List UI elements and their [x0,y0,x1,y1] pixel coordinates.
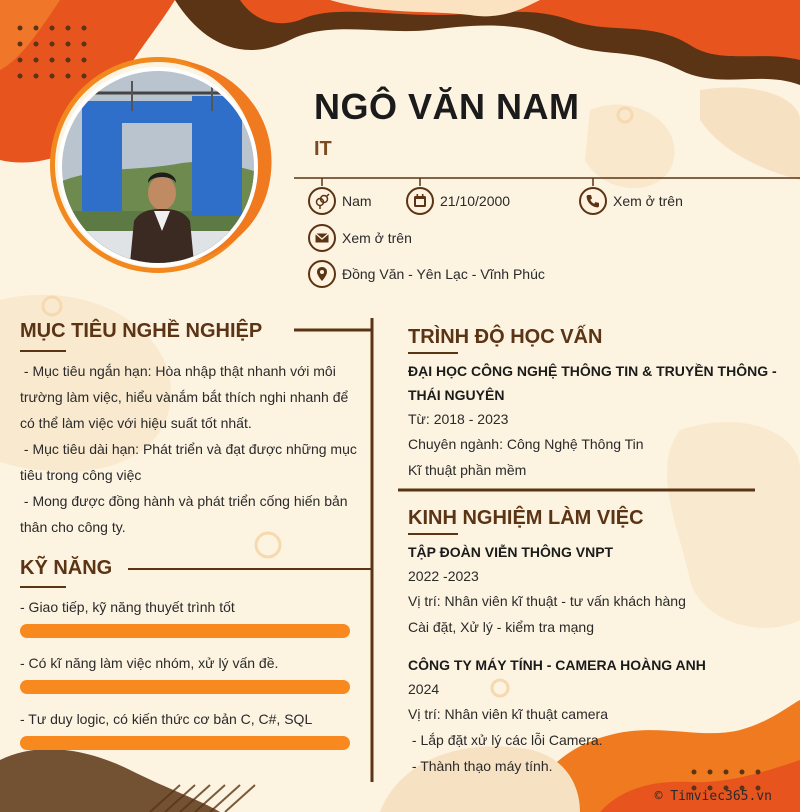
job-detail: Cài đặt, Xử lý - kiểm tra mạng [408,619,594,635]
company-name: CÔNG TY MÁY TÍNH - CAMERA HOÀNG ANH [408,657,706,673]
address-info [308,260,545,288]
skill-bar [20,680,350,694]
email-value: Xem ở trên [342,230,412,246]
objective-line: - Mục tiêu dài hạn: Phát triển và đạt được những mục [20,441,357,457]
location-icon [308,260,336,288]
education-underline [408,352,458,354]
profile-photo-image [62,71,254,263]
education-heading: TRÌNH ĐỘ HỌC VẤN [408,326,603,348]
gender-value: Nam [342,193,372,209]
email-info [308,224,412,252]
job-title: IT [314,138,332,160]
objective-heading: MỤC TIÊU NGHỀ NGHIỆP [20,320,263,342]
objective-line: - Mục tiêu ngắn hạn: Hòa nhập thật nhanh với môi [20,363,336,379]
education-major: Chuyên ngành: Công Nghệ Thông Tin [408,436,644,452]
footer-watermark: © Timviec365.vn [654,789,772,804]
profile-photo [58,67,258,267]
skill-bar [20,624,350,638]
company-name: TẬP ĐOÀN VIỄN THÔNG VNPT [408,544,614,560]
skill-label: - Tư duy logic, có kiến thức cơ bản C, C#, SQL [20,711,313,727]
objective-line: thân cho công ty. [20,519,126,535]
job-detail: - Lắp đặt xử lý các lỗi Camera. [408,732,603,748]
job-period: 2022 -2023 [408,568,479,584]
skill-label: - Giao tiếp, kỹ năng thuyết trình tốt [20,599,235,615]
experience-underline [408,533,458,535]
job-detail: - Thành thạo máy tính. [408,758,553,774]
objective-line: - Mong được đồng hành và phát triển cống hiến bản [20,493,348,509]
email-icon [308,224,336,252]
phone-info [579,187,683,215]
experience-heading: KINH NGHIỆM LÀM VIỆC [408,507,644,529]
education-period: Từ: 2018 - 2023 [408,411,509,427]
job-detail: Vị trí: Nhân viên kĩ thuật camera [408,706,608,722]
skill-bar [20,736,350,750]
person-name: NGÔ VĂN NAM [314,86,580,127]
dob-info [406,187,510,215]
school-name: ĐẠI HỌC CÔNG NGHỆ THÔNG TIN & TRUYỀN THÔNG - [408,363,777,379]
skills-underline [20,586,66,588]
education-degree: Kĩ thuật phần mềm [408,462,527,478]
school-name-cont: THÁI NGUYÊN [408,387,505,403]
objective-underline [20,350,66,352]
objective-line: tiêu trong công việc [20,467,142,483]
job-period: 2024 [408,681,440,697]
gender-icon [308,187,336,215]
address-value: Đồng Văn - Yên Lạc - Vĩnh Phúc [342,266,545,282]
objective-line: có thể làm việc với hiệu suất tốt nhất. [20,415,252,431]
skill-label: - Có kĩ năng làm việc nhóm, xử lý vấn đề. [20,655,279,671]
objective-line: trường làm việc, hiểu vànắm bắt thích nghi nhanh để [20,389,349,405]
job-detail: Vị trí: Nhân viên kĩ thuật - tư vấn khách hàng [408,593,686,609]
calendar-icon [406,187,434,215]
dob-value: 21/10/2000 [440,193,511,209]
phone-icon [579,187,607,215]
gender-info [308,187,372,215]
phone-value: Xem ở trên [613,193,683,209]
skills-heading: KỸ NĂNG [20,557,113,579]
objective-text [20,358,365,540]
